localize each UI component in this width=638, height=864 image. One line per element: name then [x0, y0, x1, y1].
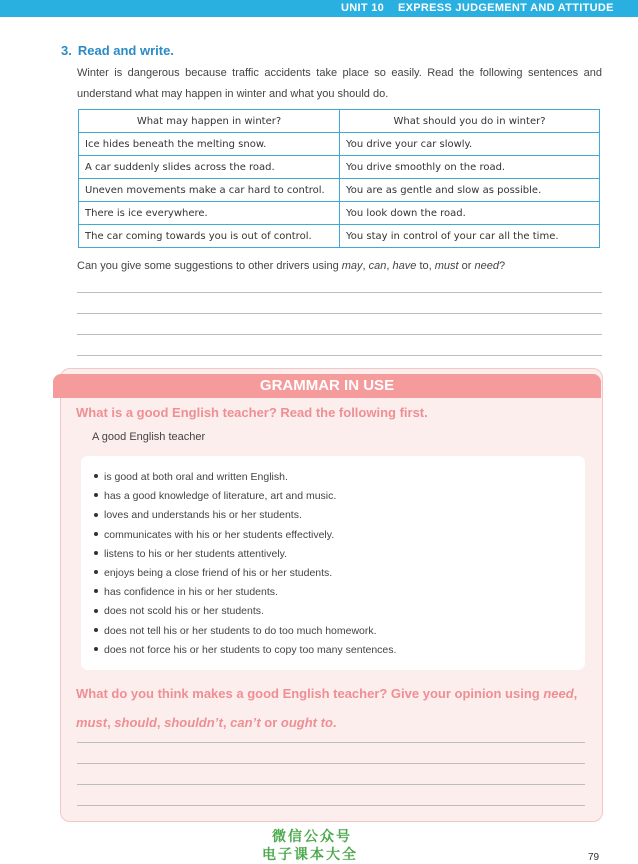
bullet-icon	[94, 493, 98, 497]
modal-word: should	[114, 715, 157, 730]
list-item	[92, 564, 572, 583]
list-item	[92, 506, 572, 525]
modal-word: must	[434, 260, 459, 272]
answer-line[interactable]	[77, 355, 602, 356]
answer-line[interactable]	[77, 805, 585, 806]
table-header-row	[79, 110, 600, 133]
modal-word: shouldn’t	[164, 715, 223, 730]
list-item	[92, 583, 572, 602]
answer-line[interactable]	[77, 292, 602, 293]
table-row	[79, 179, 600, 202]
bullet-list	[92, 468, 572, 660]
modal-word: need	[543, 686, 574, 701]
table-cell: The car coming towards you is out of control.	[79, 225, 340, 248]
answer-line[interactable]	[77, 763, 585, 764]
question-text: What do you think makes a good English teacher? Give your opinion using	[76, 686, 544, 701]
answer-line[interactable]	[77, 313, 602, 314]
bullet-icon	[94, 570, 98, 574]
list-item-text: does not scold his or her students.	[104, 605, 264, 618]
table-cell: You are as gentle and slow as possible.	[340, 179, 600, 202]
modal-word: have	[392, 260, 417, 272]
list-item-text: has confidence in his or her students.	[104, 586, 278, 599]
question-text: ,	[362, 260, 369, 272]
table-cell: You look down the road.	[340, 202, 600, 225]
unit-header-bar	[0, 0, 638, 17]
list-item	[92, 641, 572, 660]
unit-label: UNIT 10	[341, 2, 385, 14]
section-number: 3.	[61, 43, 72, 58]
question-text: ,	[107, 715, 115, 730]
grammar-question-1: What is a good English teacher? Read the following first.	[76, 405, 428, 420]
answer-line[interactable]	[77, 742, 585, 743]
list-item-text: loves and understands his or her students.	[104, 509, 302, 522]
section-intro: Winter is dangerous because traffic accidents take place so easily. Read the following sentences and understand what may happen in winter and what you should do.	[77, 67, 602, 100]
question-text: Can you give some suggestions to other drivers using	[77, 260, 342, 272]
question-text: or	[458, 260, 475, 272]
table-row	[79, 156, 600, 179]
watermark-line-1: 微信公众号	[272, 828, 352, 844]
table-cell: There is ice everywhere.	[79, 202, 340, 225]
question-text: to,	[416, 260, 435, 272]
grammar-question-2	[76, 679, 596, 737]
modal-word: ought to	[280, 715, 333, 730]
table-cell: You drive smoothly on the road.	[340, 156, 600, 179]
suggestion-question	[77, 260, 505, 272]
modal-word: need	[474, 260, 499, 272]
list-item-text: does not force his or her students to copy too many sentences.	[104, 643, 397, 656]
section-3-title	[61, 43, 174, 58]
table-cell: Uneven movements make a car hard to control.	[79, 179, 340, 202]
list-item	[92, 526, 572, 545]
list-item-text: enjoys being a close friend of his or her students.	[104, 566, 333, 579]
question-text: .	[332, 715, 337, 730]
bullet-icon	[94, 628, 98, 632]
column-header: What may happen in winter?	[79, 110, 340, 133]
bullet-icon	[94, 474, 98, 478]
list-item-text: does not tell his or her students to do too much homework.	[104, 624, 377, 637]
list-item	[92, 602, 572, 621]
modal-word: can’t	[230, 715, 261, 730]
grammar-subtitle: A good English teacher	[92, 431, 206, 443]
bullet-icon	[94, 513, 98, 517]
table-cell: You stay in control of your car all the time.	[340, 225, 600, 248]
list-item-text: has a good knowledge of literature, art and music.	[104, 490, 337, 503]
list-item	[92, 468, 572, 487]
question-text: ,	[573, 686, 578, 701]
table-row	[79, 202, 600, 225]
question-text: ?	[498, 260, 506, 272]
table-cell: Ice hides beneath the melting snow.	[79, 133, 340, 156]
unit-topic: EXPRESS JUDGEMENT AND ATTITUDE	[398, 2, 614, 14]
grammar-heading: GRAMMAR IN USE	[53, 374, 601, 398]
table-cell: You drive your car slowly.	[340, 133, 600, 156]
question-text: ,	[386, 260, 393, 272]
bullet-icon	[94, 551, 98, 555]
list-item	[92, 622, 572, 641]
list-item-text: is good at both oral and written English.	[104, 471, 288, 483]
bullet-icon	[94, 609, 98, 613]
table-cell: A car suddenly slides across the road.	[79, 156, 340, 179]
list-item-text: listens to his or her students attentively.	[104, 547, 288, 560]
question-text: or	[260, 715, 281, 730]
table-row	[79, 133, 600, 156]
answer-line[interactable]	[77, 784, 585, 785]
watermark-line-2: 电子课本大全	[262, 846, 358, 862]
column-header: What should you do in winter?	[340, 110, 600, 133]
bullet-icon	[94, 589, 98, 593]
table-row	[79, 225, 600, 248]
modal-word: must	[76, 715, 108, 730]
list-item-text: communicates with his or her students effectively.	[104, 528, 335, 541]
bullet-icon	[94, 532, 98, 536]
section-title-text: Read and write.	[77, 43, 174, 58]
bullet-icon	[94, 647, 98, 651]
modal-word: can	[368, 260, 387, 272]
answer-line[interactable]	[77, 334, 602, 335]
winter-table	[78, 109, 600, 248]
modal-word: may	[341, 260, 363, 272]
list-item	[92, 487, 572, 506]
page-number: 79	[588, 852, 600, 863]
question-text: ,	[222, 715, 231, 730]
list-item	[92, 545, 572, 564]
question-text: ,	[156, 715, 165, 730]
